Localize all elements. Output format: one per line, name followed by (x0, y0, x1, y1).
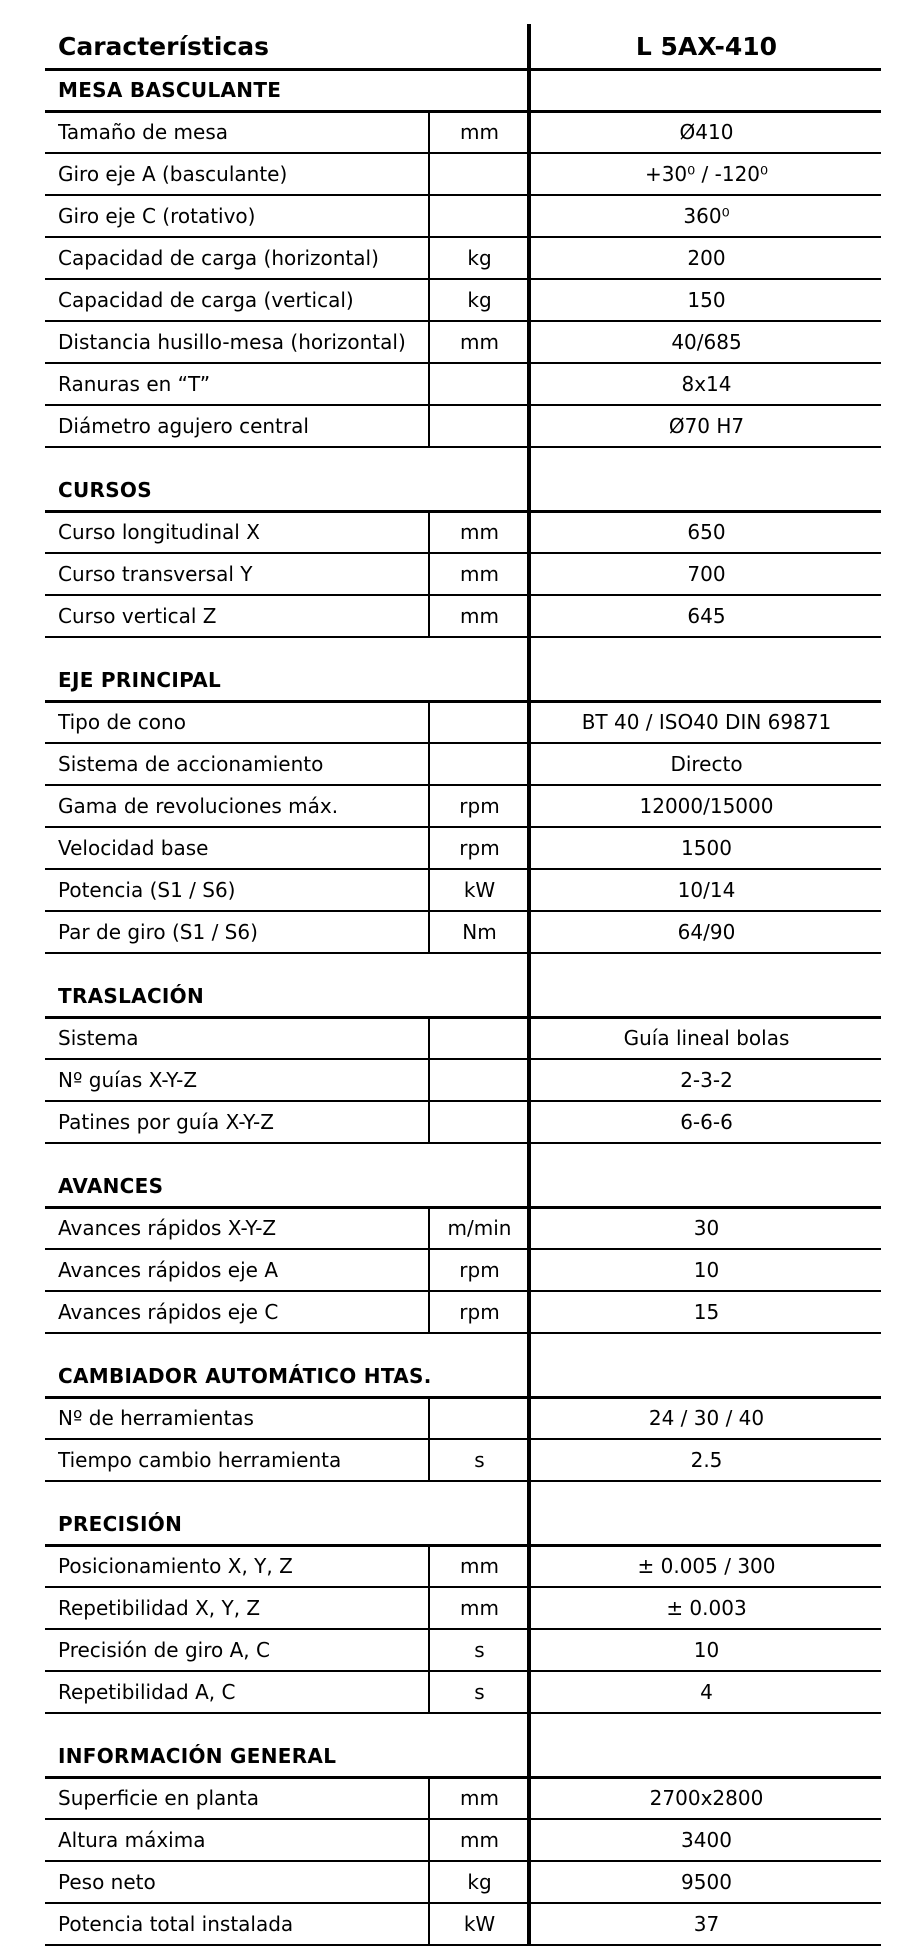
spec-value: 645 (687, 604, 726, 628)
spec-unit: m/min (447, 1216, 512, 1240)
spec-value: 6-6-6 (680, 1110, 733, 1134)
spec-value: 30 (693, 1216, 720, 1240)
spec-unit (432, 702, 527, 742)
spec-label: Tamaño de mesa (58, 120, 228, 144)
spec-unit (432, 154, 527, 194)
spec-label: Giro eje A (basculante) (58, 162, 288, 186)
spec-value: Ø70 H7 (668, 414, 745, 438)
spec-value: Directo (670, 752, 743, 776)
spec-unit: rpm (459, 836, 500, 860)
spec-label: Capacidad de carga (horizontal) (58, 246, 379, 270)
spec-label: Gama de revoluciones máx. (58, 794, 339, 818)
spec-value: 650 (687, 520, 726, 544)
spec-label: Repetibilidad X, Y, Z (58, 1596, 261, 1620)
spec-value: 37 (693, 1912, 720, 1936)
spec-label: Posicionamiento X, Y, Z (58, 1554, 293, 1578)
spec-label: Velocidad base (58, 836, 209, 860)
spec-unit: kW (463, 1912, 496, 1936)
spec-unit: mm (460, 1786, 499, 1810)
spec-label: Curso transversal Y (58, 562, 253, 586)
spec-value: ± 0.005 / 300 (637, 1554, 776, 1578)
header-model: L 5AX-410 (635, 31, 778, 61)
spec-unit: kW (463, 878, 496, 902)
spec-value: 9500 (681, 1870, 732, 1894)
unit-column-separator (428, 112, 430, 448)
section-title: AVANCES (58, 1174, 164, 1198)
spec-value: 2-3-2 (680, 1068, 733, 1092)
section-title: MESA BASCULANTE (58, 78, 282, 102)
section-title: CURSOS (58, 478, 152, 502)
row-divider (45, 1142, 881, 1144)
column-separator (527, 24, 531, 1946)
section-title: CAMBIADOR AUTOMÁTICO HTAS. (58, 1364, 432, 1388)
unit-column-separator (428, 1018, 430, 1144)
spec-label: Sistema de accionamiento (58, 752, 324, 776)
spec-unit (432, 1398, 527, 1438)
spec-unit: Nm (462, 920, 497, 944)
spec-unit: rpm (459, 1300, 500, 1324)
spec-label: Curso longitudinal X (58, 520, 260, 544)
spec-label: Nº de herramientas (58, 1406, 254, 1430)
spec-label: Tiempo cambio herramienta (58, 1448, 342, 1472)
spec-label: Nº guías X-Y-Z (58, 1068, 198, 1092)
spec-label: Tipo de cono (58, 710, 186, 734)
row-divider (45, 446, 881, 448)
spec-value: Ø410 (679, 120, 734, 144)
spec-label: Sistema (58, 1026, 139, 1050)
spec-label: Precisión de giro A, C (58, 1638, 270, 1662)
row-divider (45, 1480, 881, 1482)
row-divider (45, 1712, 881, 1714)
spec-value: 8x14 (681, 372, 732, 396)
spec-value: 12000/15000 (639, 794, 774, 818)
row-divider (45, 1332, 881, 1334)
spec-value: ± 0.003 (666, 1596, 747, 1620)
section-title: EJE PRINCIPAL (58, 668, 222, 692)
spec-label: Capacidad de carga (vertical) (58, 288, 354, 312)
spec-value: 2.5 (690, 1448, 723, 1472)
spec-value: 3400 (681, 1828, 732, 1852)
spec-label: Potencia total instalada (58, 1912, 294, 1936)
header-title: Características (58, 31, 270, 61)
unit-column-separator (428, 512, 430, 638)
unit-column-separator (428, 1778, 430, 1946)
spec-value: 1500 (681, 836, 732, 860)
spec-value: 10 (693, 1258, 720, 1282)
spec-unit (432, 744, 527, 784)
spec-label: Distancia husillo-mesa (horizontal) (58, 330, 406, 354)
unit-column-separator (428, 1546, 430, 1714)
spec-label: Potencia (S1 / S6) (58, 878, 236, 902)
spec-unit (432, 196, 527, 236)
unit-column-separator (428, 1208, 430, 1334)
spec-value: +30⁰ / -120⁰ (644, 162, 769, 186)
spec-unit: mm (460, 1828, 499, 1852)
spec-unit: mm (460, 330, 499, 354)
spec-unit: kg (467, 288, 492, 312)
spec-unit: rpm (459, 794, 500, 818)
spec-unit: kg (467, 1870, 492, 1894)
spec-label: Repetibilidad A, C (58, 1680, 236, 1704)
spec-value: 700 (687, 562, 726, 586)
row-divider (45, 636, 881, 638)
spec-label: Altura máxima (58, 1828, 206, 1852)
spec-unit (432, 1102, 527, 1142)
spec-value: 10/14 (677, 878, 736, 902)
spec-unit: mm (460, 562, 499, 586)
spec-label: Avances rápidos eje C (58, 1300, 279, 1324)
spec-label: Diámetro agujero central (58, 414, 309, 438)
section-title: PRECISIÓN (58, 1512, 183, 1536)
spec-value: 4 (700, 1680, 713, 1704)
spec-unit: s (474, 1638, 485, 1662)
spec-value: 2700x2800 (649, 1786, 764, 1810)
spec-label: Patines por guía X-Y-Z (58, 1110, 274, 1134)
spec-label: Avances rápidos X-Y-Z (58, 1216, 277, 1240)
spec-value: 360⁰ (683, 204, 730, 228)
spec-unit: s (474, 1680, 485, 1704)
spec-unit: kg (467, 246, 492, 270)
spec-value: 200 (687, 246, 726, 270)
spec-unit: mm (460, 1596, 499, 1620)
spec-unit (432, 1060, 527, 1100)
spec-unit: mm (460, 120, 499, 144)
spec-label: Ranuras en “T” (58, 372, 211, 396)
spec-label: Par de giro (S1 / S6) (58, 920, 258, 944)
spec-label: Peso neto (58, 1870, 156, 1894)
row-divider (45, 952, 881, 954)
spec-value: BT 40 / ISO40 DIN 69871 (581, 710, 832, 734)
spec-unit: mm (460, 604, 499, 628)
spec-value: 10 (693, 1638, 720, 1662)
spec-label: Giro eje C (rotativo) (58, 204, 256, 228)
spec-unit: s (474, 1448, 485, 1472)
spec-unit: rpm (459, 1258, 500, 1282)
spec-label: Curso vertical Z (58, 604, 217, 628)
spec-unit (432, 406, 527, 446)
spec-unit (432, 1018, 527, 1058)
spec-value: 24 / 30 / 40 (648, 1406, 765, 1430)
spec-value: 40/685 (671, 330, 742, 354)
unit-column-separator (428, 1398, 430, 1482)
spec-unit (432, 364, 527, 404)
spec-value: 15 (693, 1300, 720, 1324)
spec-value: Guía lineal bolas (623, 1026, 790, 1050)
unit-column-separator (428, 702, 430, 954)
spec-value: 150 (687, 288, 726, 312)
spec-unit: mm (460, 1554, 499, 1578)
spec-unit: mm (460, 520, 499, 544)
section-title: TRASLACIÓN (58, 984, 205, 1008)
section-title: INFORMACIÓN GENERAL (58, 1744, 337, 1768)
spec-value: 64/90 (677, 920, 736, 944)
spec-label: Superficie en planta (58, 1786, 260, 1810)
spec-label: Avances rápidos eje A (58, 1258, 278, 1282)
